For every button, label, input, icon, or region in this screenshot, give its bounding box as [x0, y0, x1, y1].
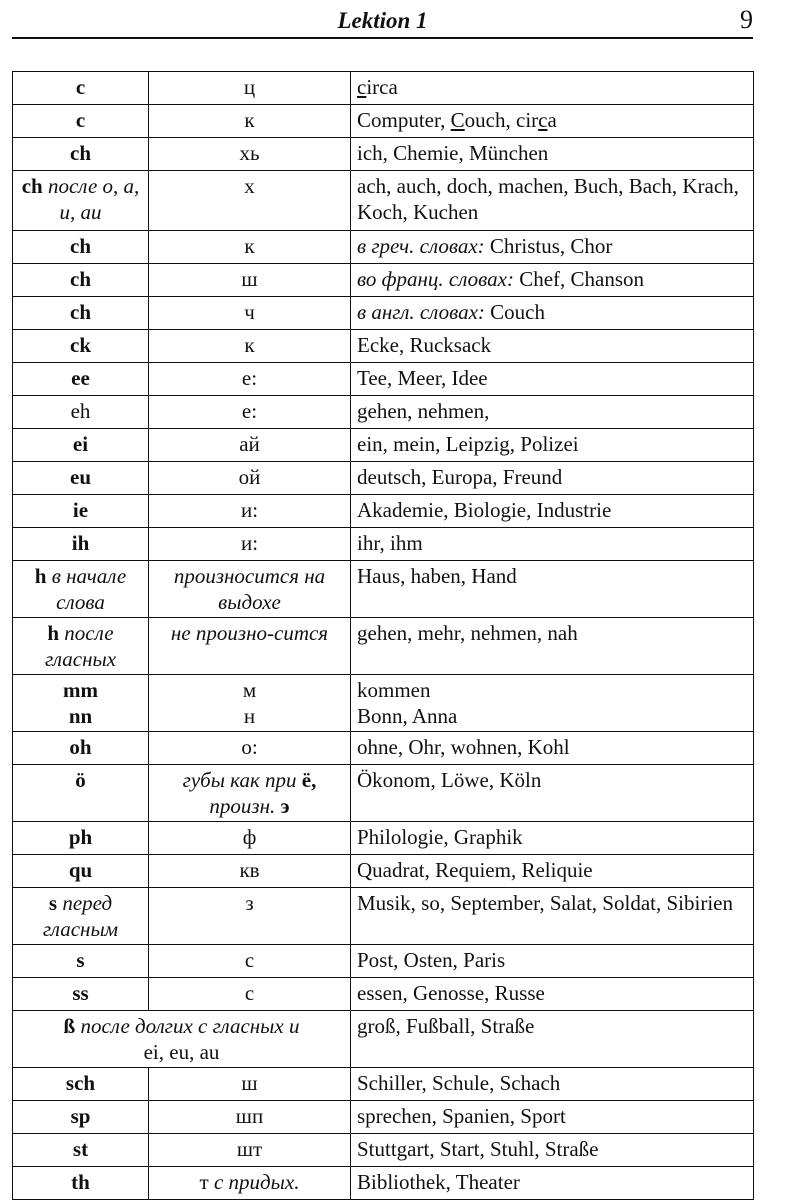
pronunciation-cell: [149, 1167, 351, 1200]
table-row: [13, 1134, 754, 1167]
cell-text: о:: [241, 735, 258, 759]
cell-text: sp: [70, 1104, 91, 1128]
examples-cell: [351, 1167, 754, 1200]
cell-text: ß: [63, 1014, 76, 1038]
cell-text: Ökonom, Löwe, Köln: [357, 768, 542, 792]
cell-text: th: [71, 1170, 90, 1194]
cell-text: gehen, nehmen,: [357, 399, 490, 423]
letter-cell: [13, 171, 149, 231]
letter-cell: [13, 264, 149, 297]
cell-text: eu: [70, 465, 91, 489]
letter-cell: [13, 528, 149, 561]
cell-text: шп: [235, 1104, 264, 1128]
letter-cell: [13, 138, 149, 171]
cell-text: ch: [70, 141, 91, 165]
table-row: [13, 72, 754, 105]
pronunciation-cell: [149, 822, 351, 855]
cell-text: после гласных: [44, 621, 117, 671]
letter-cell: [13, 978, 149, 1011]
letter-cell: [13, 429, 149, 462]
cell-text: х: [244, 174, 255, 198]
pronunciation-cell: [149, 231, 351, 264]
table-row: [13, 105, 754, 138]
cell-text: Haus, haben, Hand: [357, 564, 517, 588]
table-row: [13, 231, 754, 264]
cell-text: oh: [69, 735, 92, 759]
pronunciation-cell: [149, 264, 351, 297]
examples-cell: [351, 732, 754, 765]
examples-cell: [351, 429, 754, 462]
cell-text: Computer,: [357, 108, 451, 132]
pronunciation-cell: [149, 495, 351, 528]
cell-text: и:: [240, 531, 259, 555]
letter-cell: [13, 765, 149, 822]
pronunciation-cell: [149, 945, 351, 978]
cell-text: ö: [75, 768, 86, 792]
examples-cell: [351, 396, 754, 429]
examples-cell: [351, 462, 754, 495]
letter-cell: [13, 618, 149, 675]
letter-cell: [13, 105, 149, 138]
cell-text: Chef, Chanson: [513, 267, 645, 291]
letter-cell: [13, 396, 149, 429]
cell-text: ch: [70, 300, 91, 324]
letter-cell: [13, 675, 149, 732]
pronunciation-cell: [149, 528, 351, 561]
examples-cell: [351, 495, 754, 528]
table-row: [13, 978, 754, 1011]
cell-text: ohne, Ohr, wohnen, Kohl: [357, 735, 570, 759]
cell-text: м: [242, 678, 257, 702]
cell-text: произносится на выдохе: [173, 564, 326, 614]
pronunciation-cell: [149, 330, 351, 363]
page-number: 9: [740, 5, 753, 34]
cell-text: ch: [21, 174, 43, 198]
table-row: [13, 429, 754, 462]
pronunciation-cell: [149, 888, 351, 945]
letter-cell: [13, 297, 149, 330]
examples-cell: [351, 888, 754, 945]
table-row: [13, 138, 754, 171]
cell-text: Stuttgart, Start, Stuhl, Straße: [357, 1137, 599, 1161]
cell-text: произн.: [209, 794, 281, 818]
cell-text: к: [244, 234, 255, 258]
examples-cell: [351, 330, 754, 363]
cell-text: не произно-сится: [170, 621, 329, 645]
examples-cell: [351, 675, 754, 732]
cell-text: qu: [68, 858, 93, 882]
examples-cell: [351, 978, 754, 1011]
cell-text: з: [245, 891, 254, 915]
table-row: [13, 495, 754, 528]
pronunciation-cell: [149, 732, 351, 765]
cell-text: хь: [239, 141, 260, 165]
cell-text: ee: [71, 366, 90, 390]
pronunciation-table: [12, 71, 754, 1200]
pronunciation-cell: [149, 171, 351, 231]
cell-text: Quadrat, Requiem, Reliquie: [357, 858, 593, 882]
cell-text: с: [244, 948, 255, 972]
pronunciation-cell: [149, 765, 351, 822]
cell-text: ein, mein, Leipzig, Polizei: [357, 432, 579, 456]
cell-text: Bonn, Anna: [357, 704, 458, 728]
pronunciation-cell: [149, 675, 351, 732]
cell-text: ш: [241, 1071, 258, 1095]
table-row: [13, 888, 754, 945]
pronunciation-table-body: [13, 72, 754, 1200]
examples-cell: [351, 297, 754, 330]
cell-text: Post, Osten, Paris: [357, 948, 506, 972]
examples-cell: [351, 264, 754, 297]
cell-text: s: [76, 948, 85, 972]
letter-cell: [13, 495, 149, 528]
examples-cell: [351, 72, 754, 105]
cell-text: ie: [72, 498, 89, 522]
letter-cell: [13, 363, 149, 396]
examples-cell: [351, 171, 754, 231]
table-row: [13, 765, 754, 822]
cell-text: Akademie, Biologie, Industrie: [357, 498, 612, 522]
pronunciation-cell: [149, 855, 351, 888]
pronunciation-cell: [149, 1134, 351, 1167]
cell-text: Schiller, Schule, Schach: [357, 1071, 561, 1095]
cell-text: после o, a, u, au: [42, 174, 140, 224]
cell-text: шт: [236, 1137, 263, 1161]
cell-text: c: [75, 108, 86, 132]
letter-description-cell: [13, 1011, 351, 1068]
cell-text: Christus, Chor: [484, 234, 613, 258]
cell-text: irca: [366, 75, 398, 99]
cell-text: ih: [71, 531, 90, 555]
letter-cell: [13, 462, 149, 495]
cell-text: deutsch, Europa, Freund: [357, 465, 563, 489]
cell-text: c: [357, 75, 367, 99]
cell-text: ihr, ihm: [357, 531, 423, 555]
cell-text: ei: [72, 432, 89, 456]
cell-text: eh: [70, 399, 91, 423]
pronunciation-cell: [149, 105, 351, 138]
table-row: [13, 264, 754, 297]
pronunciation-cell: [149, 618, 351, 675]
table-row: [13, 822, 754, 855]
pronunciation-cell: [149, 297, 351, 330]
pronunciation-cell: [149, 138, 351, 171]
examples-cell: [351, 822, 754, 855]
cell-text: во франц. словах:: [357, 267, 514, 291]
cell-text: essen, Genosse, Russe: [357, 981, 545, 1005]
pronunciation-cell: [149, 429, 351, 462]
cell-text: sprechen, Spanien, Sport: [357, 1104, 566, 1128]
cell-text: e:: [241, 366, 258, 390]
table-row: [13, 171, 754, 231]
letter-cell: [13, 72, 149, 105]
table-row: [13, 675, 754, 732]
pronunciation-cell: [149, 1068, 351, 1101]
cell-text: ай: [239, 432, 260, 456]
cell-text: губы как при: [182, 768, 302, 792]
cell-text: C: [450, 108, 465, 132]
table-row: [13, 297, 754, 330]
letter-cell: [13, 822, 149, 855]
examples-cell: [351, 765, 754, 822]
cell-text: mm: [63, 678, 98, 702]
pronunciation-cell: [149, 72, 351, 105]
letter-cell: [13, 1068, 149, 1101]
table-row: [13, 528, 754, 561]
cell-text: ф: [242, 825, 257, 849]
table-row: [13, 1167, 754, 1200]
page-header: [12, 0, 753, 39]
cell-text: ss: [72, 981, 89, 1005]
examples-cell: [351, 561, 754, 618]
cell-text: a: [547, 108, 557, 132]
cell-text: с: [244, 981, 255, 1005]
examples-cell: [351, 1101, 754, 1134]
examples-cell: [351, 138, 754, 171]
examples-cell: [351, 528, 754, 561]
cell-text: и:: [240, 498, 259, 522]
cell-text: к: [244, 108, 255, 132]
cell-text: Musik, so, September, Salat, Soldat, Sibirien: [357, 891, 733, 915]
cell-text: e:: [241, 399, 258, 423]
cell-text: ц: [243, 75, 256, 99]
table-row: [13, 945, 754, 978]
examples-cell: [351, 1011, 754, 1068]
examples-cell: [351, 1134, 754, 1167]
cell-text: ph: [68, 825, 93, 849]
cell-text: кв: [239, 858, 260, 882]
letter-cell: [13, 330, 149, 363]
cell-text: ach, auch, doch, machen, Buch, Bach, Krach, Koch, Kuchen: [357, 174, 739, 224]
table-row: [13, 462, 754, 495]
cell-text: к: [244, 333, 255, 357]
cell-text: nn: [68, 704, 93, 728]
cell-text: после долгих с гласных и: [75, 1014, 300, 1038]
pronunciation-cell: [149, 363, 351, 396]
letter-cell: [13, 855, 149, 888]
cell-text: kommen: [357, 678, 431, 702]
cell-text: в начале слова: [46, 564, 127, 614]
letter-cell: [13, 732, 149, 765]
cell-text: ё,: [301, 768, 317, 792]
cell-text: т: [199, 1170, 214, 1194]
cell-text: Tee, Meer, Idee: [357, 366, 488, 390]
pronunciation-cell: [149, 561, 351, 618]
cell-text: с придых.: [213, 1170, 300, 1194]
cell-text: э: [280, 794, 290, 818]
cell-text: ei, eu, au: [143, 1040, 220, 1064]
cell-text: ch: [70, 234, 91, 258]
cell-text: Couch: [484, 300, 545, 324]
examples-cell: [351, 945, 754, 978]
table-row: [13, 732, 754, 765]
letter-cell: [13, 945, 149, 978]
cell-text: ck: [70, 333, 91, 357]
table-row: [13, 618, 754, 675]
examples-cell: [351, 1068, 754, 1101]
cell-text: h: [34, 564, 47, 588]
cell-text: h: [47, 621, 60, 645]
cell-text: Ecke, Rucksack: [357, 333, 492, 357]
examples-cell: [351, 855, 754, 888]
table-row: [13, 396, 754, 429]
pronunciation-cell: [149, 978, 351, 1011]
cell-text: gehen, mehr, nehmen, nah: [357, 621, 578, 645]
cell-text: ich, Chemie, München: [357, 141, 549, 165]
table-row: [13, 330, 754, 363]
letter-cell: [13, 561, 149, 618]
table-row: [13, 1101, 754, 1134]
cell-text: н: [243, 704, 256, 728]
lesson-title: Lektion 1: [337, 8, 428, 33]
pronunciation-cell: [149, 1101, 351, 1134]
table-row: [13, 1011, 754, 1068]
cell-text: st: [72, 1137, 89, 1161]
letter-cell: [13, 1167, 149, 1200]
cell-text: ой: [238, 465, 261, 489]
cell-text: c: [538, 108, 548, 132]
cell-text: groß, Fußball, Straße: [357, 1014, 535, 1038]
letter-cell: [13, 1101, 149, 1134]
letter-cell: [13, 1134, 149, 1167]
pronunciation-cell: [149, 396, 351, 429]
table-row: [13, 1068, 754, 1101]
cell-text: в англ. словах:: [357, 300, 485, 324]
cell-text: c: [75, 75, 86, 99]
examples-cell: [351, 363, 754, 396]
table-row: [13, 561, 754, 618]
cell-text: ouch, cir: [464, 108, 539, 132]
examples-cell: [351, 618, 754, 675]
cell-text: ch: [70, 267, 91, 291]
pronunciation-cell: [149, 462, 351, 495]
cell-text: Philologie, Graphik: [357, 825, 523, 849]
table-row: [13, 363, 754, 396]
letter-cell: [13, 888, 149, 945]
cell-text: Bibliothek, Theater: [357, 1170, 520, 1194]
table-row: [13, 855, 754, 888]
cell-text: ч: [244, 300, 255, 324]
cell-text: s: [48, 891, 58, 915]
cell-text: sch: [65, 1071, 96, 1095]
letter-cell: [13, 231, 149, 264]
examples-cell: [351, 105, 754, 138]
cell-text: в греч. словах:: [357, 234, 485, 258]
examples-cell: [351, 231, 754, 264]
cell-text: перед гласным: [42, 891, 119, 941]
cell-text: ш: [241, 267, 258, 291]
